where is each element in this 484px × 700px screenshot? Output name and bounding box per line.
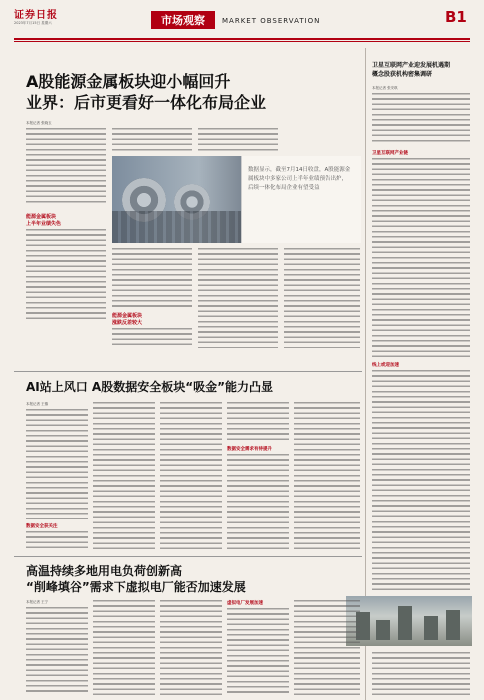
section-title: 市场观察: [151, 11, 215, 29]
side-byline: 本报记者 张安琪: [372, 86, 398, 90]
lead-body-col1b: [26, 229, 106, 321]
lead-body-col2b: [112, 248, 192, 308]
bottom-headline-line2: “削峰填谷”需求下虚拟电厂能否加速发展: [26, 580, 246, 594]
lead-subhead-2b: 涨跌反差较大: [112, 320, 143, 326]
bottom-body-col4: [227, 608, 289, 695]
lead-body-col2c: [112, 328, 192, 348]
masthead-rule: [14, 38, 470, 40]
mid-body-col1: [26, 409, 88, 519]
bottom-body-col2: [93, 600, 155, 695]
section-title-en: MARKET OBSERVATION: [222, 17, 321, 25]
lead-subhead-1: 能源金属板块: [26, 214, 57, 220]
newspaper-logo: 证券日报: [14, 10, 58, 21]
side-subhead-2: 线上或迎加速: [372, 363, 399, 368]
masthead: [0, 0, 484, 44]
mid-body-col4: [227, 402, 289, 442]
bottom-body-col1: [26, 607, 88, 695]
section-divider: [14, 371, 362, 372]
side-body-2: [372, 158, 470, 358]
lead-headline-line1: A股能源金属板块迎小幅回升: [26, 72, 231, 91]
lead-body-col1: [26, 128, 106, 206]
mid-body-col2: [93, 402, 155, 550]
lead-body-col3: [198, 128, 278, 153]
photo-block: [424, 616, 438, 640]
lead-body-col3b: [198, 248, 278, 348]
page-number: B1: [445, 8, 467, 26]
side-body-3: [372, 370, 470, 590]
lead-byline: 本报记者 张晓玉: [26, 121, 52, 125]
bottom-headline: [26, 563, 246, 595]
mid-body-col4b: [227, 454, 289, 550]
side-headline-2: 概念股获机构密集调研: [372, 71, 433, 78]
lead-subhead-2: 能源金属板块: [112, 313, 143, 319]
lead-body-col4: [284, 248, 360, 348]
bottom-subhead: 虚拟电厂发展加速: [227, 601, 263, 606]
mid-headline: AI站上风口 A股数据安全板块“吸金”能力凸显: [26, 380, 273, 394]
side-body-1: [372, 93, 470, 145]
bottom-byline: 本报记者 王宁: [26, 600, 49, 604]
photo-block: [446, 610, 460, 640]
lead-quote: 数据显示，截至7月14日收盘，A股能源金属板块中多家公司上半年业绩预告出炉，后续一体化布局企业有望受益: [248, 167, 351, 191]
mid-body-col3: [160, 402, 222, 550]
mid-subhead-2: 数据安全需求有待提升: [227, 447, 272, 452]
mid-byline: 本报记者 王镇: [26, 402, 49, 406]
lead-subhead-1b: 上半年业绩失色: [26, 221, 62, 227]
photo-block: [398, 606, 412, 640]
photo-block: [376, 620, 390, 640]
section-divider-2: [14, 556, 362, 557]
mid-body-col5: [294, 402, 360, 550]
lead-body-col2: [112, 128, 192, 153]
issue-date: 2023年7月15日 星期六: [14, 21, 52, 25]
side-subhead: 卫星互联网产业链: [372, 151, 408, 156]
masthead-rule-thin: [14, 41, 470, 42]
mid-subhead-1: 数据安全获关注: [26, 524, 58, 529]
side-headline-1: 卫星互联网产业迎发展机遇期: [372, 62, 451, 69]
bottom-body-col5: [294, 600, 360, 695]
bottom-headline-line1: 高温持续多地用电负荷创新高: [26, 564, 183, 578]
side-body-4: [372, 652, 470, 696]
lead-headline: [26, 71, 266, 113]
side-photo: [346, 596, 472, 646]
bottom-body-col3: [160, 600, 222, 695]
mid-body-col1b: [26, 531, 88, 549]
lead-headline-line2: 业界：后市更看好一体化布局企业: [26, 93, 267, 112]
